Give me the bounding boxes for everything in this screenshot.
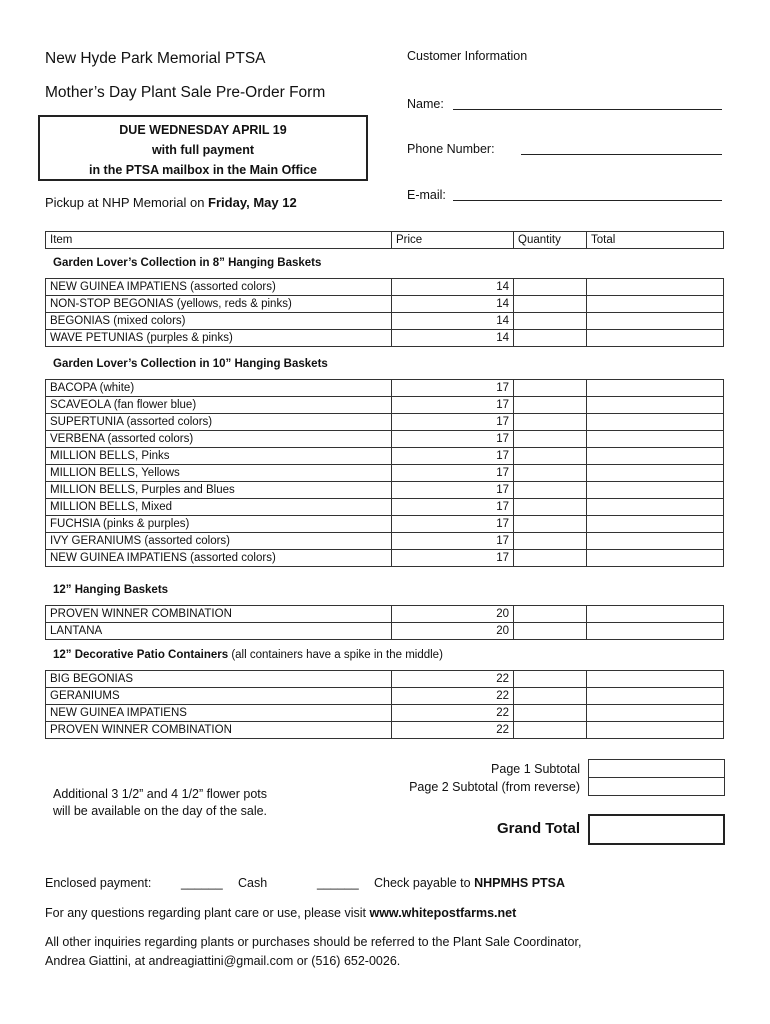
section-title-patio bbox=[53, 649, 443, 661]
quantity-cell[interactable] bbox=[514, 448, 587, 465]
item-name: SUPERTUNIA (assorted colors) bbox=[46, 414, 392, 431]
item-price: 17 bbox=[392, 499, 514, 516]
total-cell[interactable] bbox=[587, 397, 724, 414]
quantity-cell[interactable] bbox=[514, 606, 587, 623]
item-name: NEW GUINEA IMPATIENS (assorted colors) bbox=[46, 550, 392, 567]
quantity-cell[interactable] bbox=[514, 688, 587, 705]
quantity-cell[interactable] bbox=[514, 414, 587, 431]
section-title: Garden Lover’s Collection in 8” Hanging Baskets bbox=[53, 257, 322, 269]
item-price: 17 bbox=[392, 550, 514, 567]
header-item: Item bbox=[46, 232, 392, 249]
phone-label: Phone Number: bbox=[407, 142, 495, 156]
questions-line bbox=[45, 906, 516, 920]
item-price: 17 bbox=[392, 397, 514, 414]
item-price: 22 bbox=[392, 722, 514, 739]
item-name: FUCHSIA (pinks & purples) bbox=[46, 516, 392, 533]
item-name: PROVEN WINNER COMBINATION bbox=[46, 722, 392, 739]
table-row bbox=[46, 380, 724, 397]
inquiries-line-2: Andrea Giattini, at andreagiattini@gmail.com or (516) 652-0026. bbox=[45, 954, 401, 968]
section-title: 12” Decorative Patio Containers bbox=[53, 649, 229, 661]
due-payment-note: with full payment bbox=[151, 143, 255, 157]
total-cell[interactable] bbox=[587, 623, 724, 640]
table-row bbox=[46, 533, 724, 550]
item-price: 14 bbox=[392, 330, 514, 347]
total-cell[interactable] bbox=[587, 414, 724, 431]
inquiries-line-1: All other inquiries regarding plants or purchases should be referred to the Plant Sale Coordinator, bbox=[45, 935, 582, 949]
table-row bbox=[46, 465, 724, 482]
check-info bbox=[374, 876, 565, 890]
section-title: Garden Lover’s Collection in 10” Hanging Baskets bbox=[53, 358, 328, 370]
item-name: LANTANA bbox=[46, 623, 392, 640]
item-name: WAVE PETUNIAS (purples & pinks) bbox=[46, 330, 392, 347]
quantity-cell[interactable] bbox=[514, 296, 587, 313]
email-field[interactable] bbox=[453, 188, 722, 201]
total-cell[interactable] bbox=[587, 516, 724, 533]
total-cell[interactable] bbox=[587, 313, 724, 330]
section-title: 12” Hanging Baskets bbox=[53, 584, 169, 596]
item-price: 22 bbox=[392, 688, 514, 705]
total-cell[interactable] bbox=[587, 465, 724, 482]
item-name: PROVEN WINNER COMBINATION bbox=[46, 606, 392, 623]
quantity-cell[interactable] bbox=[514, 279, 587, 296]
table-row bbox=[46, 330, 724, 347]
total-cell[interactable] bbox=[587, 688, 724, 705]
section-table-10in bbox=[45, 379, 724, 567]
page2-subtotal-label: Page 2 Subtotal (from reverse) bbox=[409, 780, 580, 794]
header-price: Price bbox=[392, 232, 514, 249]
enclosed-payment-label: Enclosed payment: bbox=[45, 876, 152, 890]
item-price: 20 bbox=[392, 623, 514, 640]
quantity-cell[interactable] bbox=[514, 465, 587, 482]
header-total: Total bbox=[587, 232, 724, 249]
item-price: 20 bbox=[392, 606, 514, 623]
flower-pots-note-1: Additional 3 1/2” and 4 1/2” flower pots bbox=[53, 787, 268, 801]
due-date: DUE WEDNESDAY APRIL 19 bbox=[119, 123, 287, 137]
name-field[interactable] bbox=[453, 97, 722, 110]
total-cell[interactable] bbox=[587, 550, 724, 567]
check-blank[interactable]: ______ bbox=[317, 876, 359, 890]
table-row bbox=[46, 688, 724, 705]
phone-field[interactable] bbox=[521, 142, 722, 155]
table-row bbox=[46, 397, 724, 414]
quantity-cell[interactable] bbox=[514, 550, 587, 567]
section-table-patio bbox=[45, 670, 724, 739]
table-header bbox=[45, 231, 724, 249]
section-table-8in bbox=[45, 278, 724, 347]
email-label: E-mail: bbox=[407, 188, 446, 202]
quantity-cell[interactable] bbox=[514, 499, 587, 516]
total-cell[interactable] bbox=[587, 722, 724, 739]
total-cell[interactable] bbox=[587, 533, 724, 550]
name-label: Name: bbox=[407, 97, 444, 111]
table-row bbox=[46, 431, 724, 448]
table-row bbox=[46, 296, 724, 313]
total-cell[interactable] bbox=[587, 431, 724, 448]
table-row bbox=[46, 722, 724, 739]
table-row bbox=[46, 414, 724, 431]
questions-prefix: For any questions regarding plant care or use, please visit bbox=[45, 906, 370, 920]
section-note: (all containers have a spike in the middle) bbox=[228, 649, 443, 661]
total-cell[interactable] bbox=[587, 296, 724, 313]
website-link[interactable]: www.whitepostfarms.net bbox=[369, 906, 517, 920]
item-name: BACOPA (white) bbox=[46, 380, 392, 397]
header-quantity: Quantity bbox=[514, 232, 587, 249]
quantity-cell[interactable] bbox=[514, 722, 587, 739]
item-price: 14 bbox=[392, 296, 514, 313]
item-name: NON-STOP BEGONIAS (yellows, reds & pinks) bbox=[46, 296, 392, 313]
item-name: NEW GUINEA IMPATIENS bbox=[46, 705, 392, 722]
total-cell[interactable] bbox=[587, 671, 724, 688]
item-name: BIG BEGONIAS bbox=[46, 671, 392, 688]
quantity-cell[interactable] bbox=[514, 705, 587, 722]
quantity-cell[interactable] bbox=[514, 533, 587, 550]
total-cell[interactable] bbox=[587, 499, 724, 516]
due-notice-box bbox=[38, 115, 368, 181]
total-cell[interactable] bbox=[587, 448, 724, 465]
total-cell[interactable] bbox=[587, 380, 724, 397]
grand-total-field[interactable] bbox=[588, 814, 725, 845]
total-cell[interactable] bbox=[587, 705, 724, 722]
item-name: SCAVEOLA (fan flower blue) bbox=[46, 397, 392, 414]
form-title: Mother’s Day Plant Sale Pre-Order Form bbox=[45, 84, 326, 101]
pickup-date: Friday, May 12 bbox=[208, 195, 297, 210]
quantity-cell[interactable] bbox=[514, 671, 587, 688]
item-price: 17 bbox=[392, 448, 514, 465]
quantity-cell[interactable] bbox=[514, 313, 587, 330]
table-row bbox=[46, 313, 724, 330]
item-price: 14 bbox=[392, 313, 514, 330]
item-name: GERANIUMS bbox=[46, 688, 392, 705]
total-cell[interactable] bbox=[587, 330, 724, 347]
item-name: NEW GUINEA IMPATIENS (assorted colors) bbox=[46, 279, 392, 296]
table-row bbox=[46, 705, 724, 722]
customer-info-heading: Customer Information bbox=[407, 49, 528, 63]
item-price: 17 bbox=[392, 533, 514, 550]
quantity-cell[interactable] bbox=[514, 623, 587, 640]
quantity-cell[interactable] bbox=[514, 330, 587, 347]
quantity-cell[interactable] bbox=[514, 397, 587, 414]
item-name: MILLION BELLS, Pinks bbox=[46, 448, 392, 465]
item-name: MILLION BELLS, Purples and Blues bbox=[46, 482, 392, 499]
org-name: New Hyde Park Memorial PTSA bbox=[45, 50, 266, 67]
check-prefix: Check payable to bbox=[374, 876, 475, 890]
item-price: 22 bbox=[392, 705, 514, 722]
table-row bbox=[46, 448, 724, 465]
page1-subtotal-field[interactable] bbox=[588, 759, 725, 778]
table-row bbox=[46, 671, 724, 688]
item-name: MILLION BELLS, Yellows bbox=[46, 465, 392, 482]
grand-total-label: Grand Total bbox=[496, 820, 580, 837]
check-payee: NHPMHS PTSA bbox=[474, 876, 566, 890]
item-name: MILLION BELLS, Mixed bbox=[46, 499, 392, 516]
total-cell[interactable] bbox=[587, 482, 724, 499]
due-location: in the PTSA mailbox in the Main Office bbox=[88, 163, 318, 177]
table-row bbox=[46, 623, 724, 640]
quantity-cell[interactable] bbox=[514, 516, 587, 533]
cash-blank[interactable]: ______ bbox=[181, 876, 223, 890]
table-row bbox=[46, 499, 724, 516]
table-row bbox=[46, 516, 724, 533]
item-price: 17 bbox=[392, 516, 514, 533]
item-price: 22 bbox=[392, 671, 514, 688]
pickup-prefix: Pickup at NHP Memorial on bbox=[45, 195, 209, 210]
total-cell[interactable] bbox=[587, 606, 724, 623]
item-price: 17 bbox=[392, 380, 514, 397]
flower-pots-note-2: will be available on the day of the sale. bbox=[53, 804, 268, 818]
item-price: 14 bbox=[392, 279, 514, 296]
pickup-info bbox=[45, 195, 297, 210]
table-row bbox=[46, 279, 724, 296]
item-name: VERBENA (assorted colors) bbox=[46, 431, 392, 448]
table-row bbox=[46, 482, 724, 499]
table-row bbox=[46, 606, 724, 623]
quantity-cell[interactable] bbox=[514, 482, 587, 499]
item-price: 17 bbox=[392, 431, 514, 448]
item-name: IVY GERANIUMS (assorted colors) bbox=[46, 533, 392, 550]
total-cell[interactable] bbox=[587, 279, 724, 296]
item-price: 17 bbox=[392, 465, 514, 482]
section-table-12in bbox=[45, 605, 724, 640]
item-price: 17 bbox=[392, 414, 514, 431]
cash-label: Cash bbox=[238, 876, 268, 890]
page1-subtotal-label: Page 1 Subtotal bbox=[491, 762, 580, 776]
item-price: 17 bbox=[392, 482, 514, 499]
page2-subtotal-field[interactable] bbox=[588, 777, 725, 796]
item-name: BEGONIAS (mixed colors) bbox=[46, 313, 392, 330]
table-row bbox=[46, 550, 724, 567]
quantity-cell[interactable] bbox=[514, 380, 587, 397]
quantity-cell[interactable] bbox=[514, 431, 587, 448]
